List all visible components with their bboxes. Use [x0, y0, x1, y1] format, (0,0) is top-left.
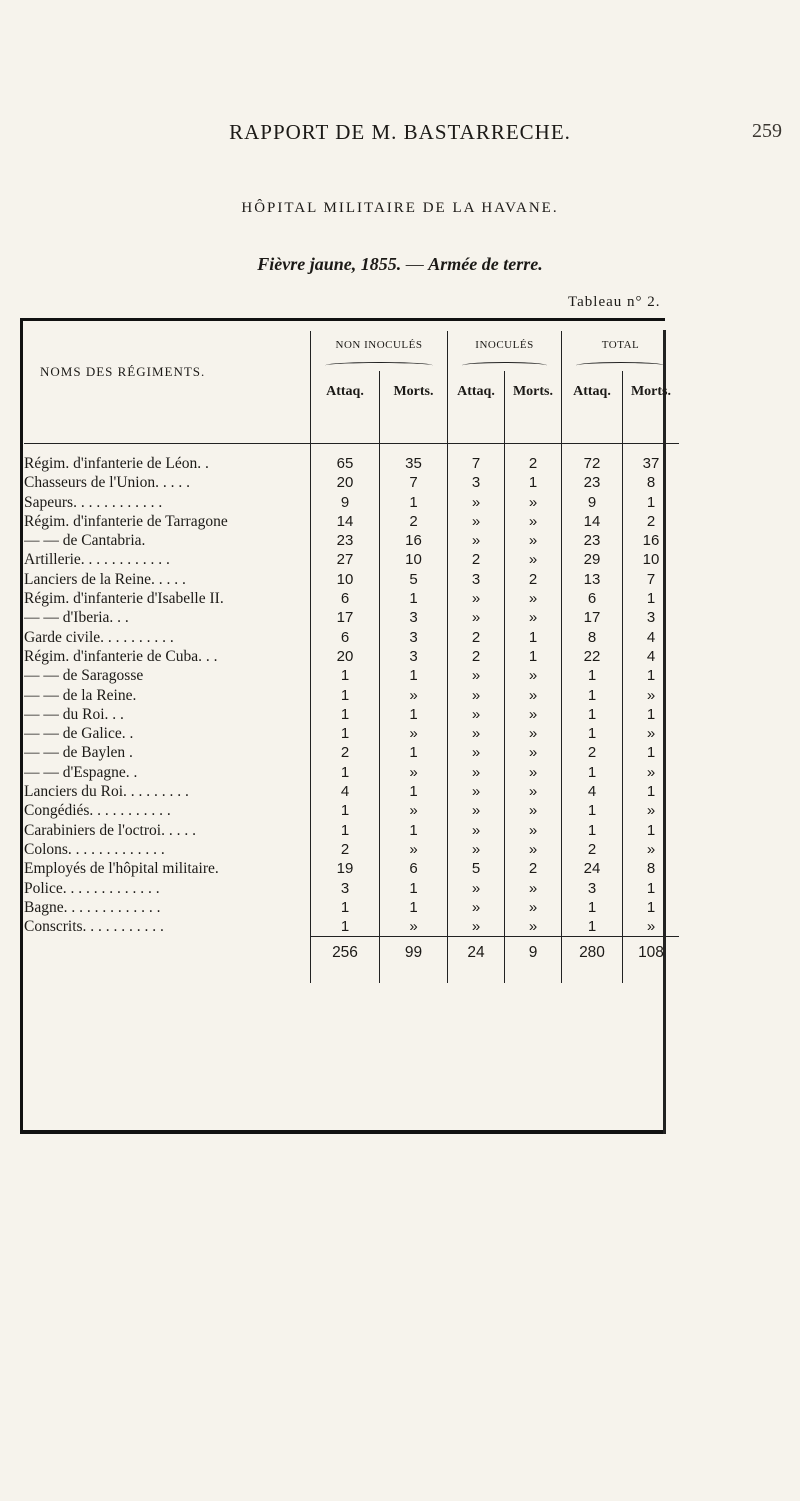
group-header-total: TOTAL	[562, 331, 680, 359]
value-cell: 1	[311, 705, 380, 724]
value-cell: 2	[505, 570, 562, 589]
value-cell: »	[448, 840, 505, 859]
value-cell: 2	[448, 550, 505, 569]
value-cell: 1	[562, 724, 623, 743]
value-cell: 2	[562, 743, 623, 762]
value-cell: 1	[562, 821, 623, 840]
value-cell: 3	[562, 879, 623, 898]
regiment-name: — — de la Reine.	[24, 686, 137, 704]
regiment-name: Artillerie. . . . . . . . . . . .	[24, 551, 170, 569]
table-row	[24, 550, 679, 569]
value-cell: 1	[380, 821, 448, 840]
regiments-table	[24, 331, 679, 983]
totals-row	[24, 937, 679, 984]
value-cell: 5	[380, 570, 448, 589]
group-brace	[562, 359, 680, 371]
value-cell: 2	[505, 454, 562, 473]
value-cell: »	[448, 589, 505, 608]
value-cell: »	[505, 879, 562, 898]
value-cell: 2	[448, 628, 505, 647]
value-cell: »	[448, 821, 505, 840]
value-cell: 6	[380, 859, 448, 878]
value-cell: 10	[311, 570, 380, 589]
value-cell: 10	[623, 550, 680, 569]
value-cell: 1	[623, 782, 680, 801]
value-cell: 8	[623, 473, 680, 492]
value-cell: »	[448, 531, 505, 550]
value-cell: 24	[562, 859, 623, 878]
table-row	[24, 589, 679, 608]
value-cell: 6	[311, 628, 380, 647]
subheader-attaq: Attaq.	[562, 371, 623, 413]
value-cell: »	[623, 763, 680, 782]
value-cell: 1	[623, 743, 680, 762]
regiment-name: Régim. d'infanterie d'Isabelle II.	[24, 590, 224, 608]
value-cell: »	[623, 917, 680, 937]
value-cell: 1	[311, 686, 380, 705]
value-cell: 1	[562, 686, 623, 705]
regiment-name: Lanciers du Roi. . . . . . . . .	[24, 783, 189, 801]
value-cell: 7	[448, 454, 505, 473]
value-cell: 1	[380, 705, 448, 724]
value-cell: 23	[562, 473, 623, 492]
value-cell: »	[505, 763, 562, 782]
value-cell: 2	[623, 512, 680, 531]
value-cell: »	[380, 801, 448, 820]
hospital-title: HÔPITAL MILITAIRE DE LA HAVANE.	[241, 200, 559, 216]
regiment-name: — — de Baylen .	[24, 744, 133, 762]
value-cell: »	[505, 512, 562, 531]
value-cell: »	[505, 801, 562, 820]
table-row	[24, 628, 679, 647]
regiment-name: Carabiniers de l'octroi. . . . .	[24, 821, 196, 839]
value-cell: 1	[623, 705, 680, 724]
value-cell: 1	[562, 898, 623, 917]
regiment-name: Garde civile. . . . . . . . . .	[24, 628, 174, 646]
table-row	[24, 898, 679, 917]
value-cell: »	[380, 686, 448, 705]
value-cell: »	[448, 898, 505, 917]
group-brace	[448, 359, 562, 371]
value-cell: »	[505, 840, 562, 859]
regiment-name: — — du Roi. . .	[24, 705, 124, 723]
table-row	[24, 801, 679, 820]
value-cell: 1	[562, 666, 623, 685]
table-row	[24, 705, 679, 724]
value-cell: »	[505, 493, 562, 512]
value-cell: »	[505, 917, 562, 937]
value-cell: 3	[311, 879, 380, 898]
value-cell: 1	[623, 879, 680, 898]
value-cell: 1	[311, 898, 380, 917]
value-cell: 6	[562, 589, 623, 608]
regiment-name: Colons. . . . . . . . . . . . .	[24, 840, 165, 858]
total-cell: 256	[311, 937, 380, 984]
value-cell: »	[448, 608, 505, 627]
value-cell: 35	[380, 454, 448, 473]
table-row	[24, 493, 679, 512]
value-cell: »	[505, 608, 562, 627]
value-cell: 2	[505, 859, 562, 878]
value-cell: 8	[623, 859, 680, 878]
value-cell: 1	[562, 705, 623, 724]
subtitle-disease: Fièvre jaune, 1855.	[257, 254, 402, 274]
value-cell: 1	[380, 782, 448, 801]
value-cell: »	[505, 686, 562, 705]
regiment-name: Bagne. . . . . . . . . . . . .	[24, 898, 161, 916]
table-row	[24, 531, 679, 550]
value-cell: 17	[311, 608, 380, 627]
value-cell: 1	[311, 821, 380, 840]
value-cell: 2	[448, 647, 505, 666]
table-row	[24, 743, 679, 762]
value-cell: 9	[311, 493, 380, 512]
value-cell: »	[505, 782, 562, 801]
value-cell: 3	[380, 647, 448, 666]
group-brace	[311, 359, 448, 371]
value-cell: »	[505, 531, 562, 550]
value-cell: 72	[562, 454, 623, 473]
value-cell: 2	[380, 512, 448, 531]
table-row	[24, 840, 679, 859]
value-cell: »	[505, 821, 562, 840]
value-cell: 1	[562, 917, 623, 937]
value-cell: 1	[380, 493, 448, 512]
value-cell: 1	[380, 743, 448, 762]
value-cell: 37	[623, 454, 680, 473]
value-cell: 2	[311, 743, 380, 762]
regiment-name: Régim. d'infanterie de Tarragone	[24, 512, 228, 530]
regiment-name: — — d'Espagne. .	[24, 763, 138, 781]
value-cell: 8	[562, 628, 623, 647]
subtitle-army: Armée de terre.	[428, 254, 543, 274]
value-cell: 4	[562, 782, 623, 801]
subheader-morts: Morts.	[623, 371, 680, 413]
value-cell: 1	[505, 647, 562, 666]
total-cell: 9	[505, 937, 562, 984]
table-row	[24, 570, 679, 589]
value-cell: 14	[562, 512, 623, 531]
value-cell: 1	[623, 493, 680, 512]
table-row	[24, 879, 679, 898]
value-cell: 14	[311, 512, 380, 531]
value-cell: 4	[623, 647, 680, 666]
value-cell: 4	[311, 782, 380, 801]
value-cell: »	[623, 840, 680, 859]
value-cell: 1	[380, 589, 448, 608]
table-row	[24, 512, 679, 531]
value-cell: 1	[311, 724, 380, 743]
value-cell: »	[448, 801, 505, 820]
value-cell: 1	[505, 473, 562, 492]
regiment-name: Police. . . . . . . . . . . . .	[24, 879, 160, 897]
value-cell: 65	[311, 454, 380, 473]
value-cell: »	[448, 666, 505, 685]
total-cell: 280	[562, 937, 623, 984]
value-cell: 9	[562, 493, 623, 512]
value-cell: 10	[380, 550, 448, 569]
table-row	[24, 782, 679, 801]
total-cell: 108	[623, 937, 680, 984]
regiment-name: Régim. d'infanterie de Léon. .	[24, 455, 209, 472]
value-cell: 3	[380, 608, 448, 627]
value-cell: 16	[380, 531, 448, 550]
value-cell: 1	[311, 917, 380, 937]
value-cell: 1	[380, 879, 448, 898]
value-cell: 1	[623, 589, 680, 608]
value-cell: 23	[562, 531, 623, 550]
column-header-names: NOMS DES RÉGIMENTS.	[40, 364, 206, 379]
table-row	[24, 763, 679, 782]
value-cell: 20	[311, 647, 380, 666]
subheader-attaq: Attaq.	[311, 371, 380, 413]
value-cell: »	[448, 705, 505, 724]
value-cell: 1	[505, 628, 562, 647]
table-row	[24, 666, 679, 685]
regiment-name: — — de Cantabria.	[24, 532, 146, 550]
value-cell: 1	[380, 898, 448, 917]
value-cell: »	[505, 705, 562, 724]
value-cell: »	[380, 763, 448, 782]
page-number: 259	[752, 120, 782, 142]
running-title: RAPPORT DE M. BASTARRECHE.	[229, 120, 571, 144]
table-row	[24, 821, 679, 840]
value-cell: »	[448, 743, 505, 762]
value-cell: 3	[623, 608, 680, 627]
regiment-name: Congédiés. . . . . . . . . . .	[24, 802, 171, 820]
table-row	[24, 686, 679, 705]
value-cell: »	[380, 840, 448, 859]
value-cell: 1	[623, 898, 680, 917]
value-cell: 2	[562, 840, 623, 859]
total-cell: 24	[448, 937, 505, 984]
regiment-name: Régim. d'infanterie de Cuba. . .	[24, 647, 218, 665]
regiment-name: Chasseurs de l'Union. . . . .	[24, 474, 190, 492]
value-cell: 27	[311, 550, 380, 569]
value-cell: »	[505, 743, 562, 762]
value-cell: 22	[562, 647, 623, 666]
table-label: Tableau n° 2.	[568, 294, 661, 310]
table-row	[24, 473, 679, 492]
value-cell: »	[380, 724, 448, 743]
table-row	[24, 608, 679, 627]
value-cell: »	[623, 801, 680, 820]
subheader-morts: Morts.	[505, 371, 562, 413]
subtitle-dash: —	[401, 254, 429, 274]
value-cell: »	[448, 724, 505, 743]
value-cell: »	[448, 686, 505, 705]
value-cell: 6	[311, 589, 380, 608]
value-cell: »	[623, 686, 680, 705]
value-cell: 17	[562, 608, 623, 627]
value-cell: 1	[623, 821, 680, 840]
value-cell: »	[505, 724, 562, 743]
value-cell: 3	[448, 570, 505, 589]
value-cell: 20	[311, 473, 380, 492]
table-row	[24, 859, 679, 878]
value-cell: »	[505, 550, 562, 569]
value-cell: »	[505, 589, 562, 608]
value-cell: 29	[562, 550, 623, 569]
regiment-name: Employés de l'hôpital militaire.	[24, 860, 219, 878]
value-cell: »	[448, 512, 505, 531]
table-subtitle	[0, 254, 800, 275]
value-cell: »	[448, 782, 505, 801]
value-cell: 16	[623, 531, 680, 550]
table-row	[24, 724, 679, 743]
value-cell: 1	[311, 666, 380, 685]
regiment-name: — — de Saragosse	[24, 667, 144, 685]
regiment-name: Sapeurs. . . . . . . . . . . .	[24, 493, 163, 511]
subheader-morts: Morts.	[380, 371, 448, 413]
value-cell: 13	[562, 570, 623, 589]
value-cell: 7	[380, 473, 448, 492]
value-cell: 1	[623, 666, 680, 685]
regiment-name: Lanciers de la Reine. . . . .	[24, 570, 186, 588]
table-row	[24, 917, 679, 937]
value-cell: 5	[448, 859, 505, 878]
value-cell: 23	[311, 531, 380, 550]
value-cell: 1	[311, 801, 380, 820]
group-header-non-inocules: NON INOCULÉS	[311, 331, 448, 359]
value-cell: »	[505, 898, 562, 917]
value-cell: 2	[311, 840, 380, 859]
value-cell: 19	[311, 859, 380, 878]
group-header-inocules: INOCULÉS	[448, 331, 562, 359]
value-cell: »	[623, 724, 680, 743]
value-cell: 1	[562, 801, 623, 820]
value-cell: »	[448, 763, 505, 782]
value-cell: 1	[562, 763, 623, 782]
value-cell: »	[448, 917, 505, 937]
regiment-name: — — d'Iberia. . .	[24, 609, 129, 627]
value-cell: 3	[448, 473, 505, 492]
value-cell: »	[380, 917, 448, 937]
value-cell: »	[448, 879, 505, 898]
value-cell: 4	[623, 628, 680, 647]
value-cell: 3	[380, 628, 448, 647]
table-row	[24, 647, 679, 666]
value-cell: 7	[623, 570, 680, 589]
table-row	[24, 454, 679, 473]
value-cell: »	[448, 493, 505, 512]
total-cell: 99	[380, 937, 448, 984]
value-cell: 1	[380, 666, 448, 685]
value-cell: »	[505, 666, 562, 685]
value-cell: 1	[311, 763, 380, 782]
regiment-name: Conscrits. . . . . . . . . . .	[24, 918, 164, 936]
subheader-attaq: Attaq.	[448, 371, 505, 413]
regiment-name: — — de Galice. .	[24, 725, 134, 743]
